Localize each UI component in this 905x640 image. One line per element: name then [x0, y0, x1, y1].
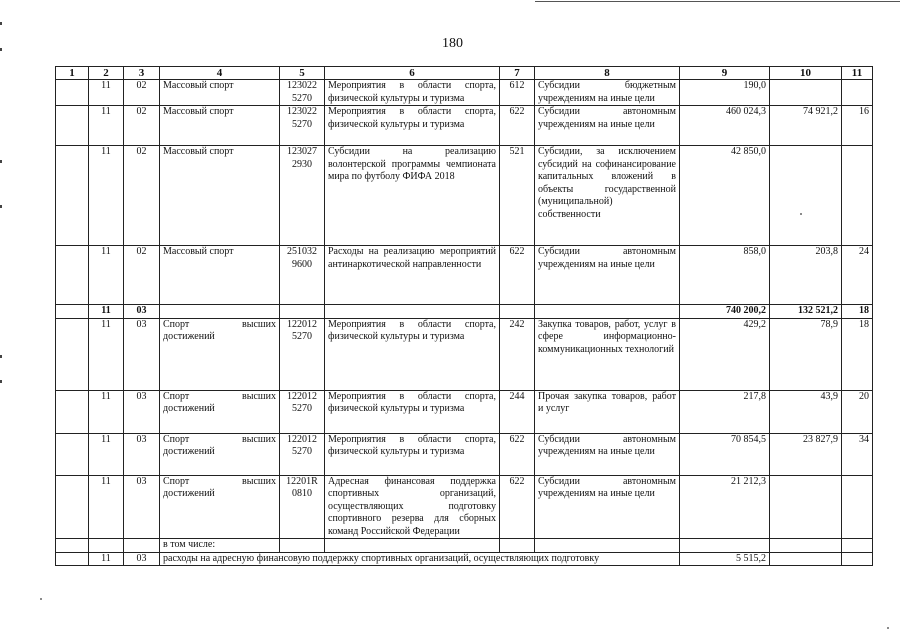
cell-subsection: 02	[124, 80, 160, 106]
cell-subsection: 03	[124, 390, 160, 433]
cell-executed	[770, 146, 842, 246]
cell-amount: 858,0	[680, 246, 770, 305]
cell-empty	[770, 539, 842, 553]
cell-amount: 429,2	[680, 318, 770, 390]
cell-executed: 203,8	[770, 246, 842, 305]
cell-target-code	[280, 305, 325, 319]
table-row	[56, 475, 873, 539]
cell-target-code: 123027 2930	[280, 146, 325, 246]
cell-target-code: 122012 5270	[280, 318, 325, 390]
cell-section: 11	[89, 390, 124, 433]
column-number-row	[56, 67, 873, 80]
cell-amount: 70 854,5	[680, 433, 770, 475]
col-header-5: 5	[280, 67, 325, 80]
col-header-10: 10	[770, 67, 842, 80]
scan-edge-mark	[0, 160, 2, 163]
cell-col1	[56, 305, 89, 319]
cell-expense-type: 612	[500, 80, 535, 106]
scan-edge-mark	[0, 205, 2, 208]
cell-amount: 5 515,2	[680, 552, 770, 566]
cell-subsection-name: Спорт высших достижений	[160, 475, 280, 539]
cell-expense-type-name: Закупка товаров, работ, услуг в сфере информационно-коммуникационных технологий	[535, 318, 680, 390]
cell-section: 11	[89, 305, 124, 319]
cell-percent: 16	[842, 106, 873, 146]
cell-col1	[56, 80, 89, 106]
cell-col1	[56, 475, 89, 539]
cell-expense-type: 622	[500, 475, 535, 539]
cell-col1	[56, 318, 89, 390]
cell-executed	[770, 475, 842, 539]
cell-subsection: 03	[124, 475, 160, 539]
cell-amount: 217,8	[680, 390, 770, 433]
cell-target-name: Мероприятия в области спорта, физической культуры и туризма	[325, 390, 500, 433]
cell-executed: 74 921,2	[770, 106, 842, 146]
cell-empty	[56, 539, 89, 553]
cell-executed: 132 521,2	[770, 305, 842, 319]
cell-expense-type-name: Субсидии автономным учреждениям на иные цели	[535, 433, 680, 475]
cell-percent: 24	[842, 246, 873, 305]
cell-target-code: 122012 5270	[280, 433, 325, 475]
scan-speck	[887, 627, 889, 629]
cell-empty	[56, 552, 89, 566]
cell-expense-type-name: Прочая закупка товаров, работ и услуг	[535, 390, 680, 433]
col-header-11: 11	[842, 67, 873, 80]
cell-expense-type: 622	[500, 106, 535, 146]
cell-expense-type	[500, 305, 535, 319]
col-header-7: 7	[500, 67, 535, 80]
cell-target-name: Расходы на реализацию мероприятий антинаркотической направленности	[325, 246, 500, 305]
cell-expense-type: 521	[500, 146, 535, 246]
cell-empty	[500, 539, 535, 553]
cell-target-name: Мероприятия в области спорта, физической культуры и туризма	[325, 318, 500, 390]
scan-speck	[40, 598, 42, 600]
cell-empty	[842, 552, 873, 566]
cell-percent: 20	[842, 390, 873, 433]
cell-percent: 18	[842, 318, 873, 390]
cell-section: 11	[89, 433, 124, 475]
cell-percent	[842, 146, 873, 246]
table-row	[56, 80, 873, 106]
cell-amount: 740 200,2	[680, 305, 770, 319]
cell-empty	[680, 539, 770, 553]
cell-section: 11	[89, 80, 124, 106]
cell-subsection: 03	[124, 305, 160, 319]
cell-amount: 21 212,3	[680, 475, 770, 539]
cell-section: 11	[89, 318, 124, 390]
cell-expense-type-name: Субсидии бюджетным учреждениям на иные цели	[535, 80, 680, 106]
cell-amount: 190,0	[680, 80, 770, 106]
cell-section: 11	[89, 146, 124, 246]
cell-expense-type-name: Субсидии, за исключением субсидий на софинансирование капитальных вложений в объекты государственной (муниципальной) собственности	[535, 146, 680, 246]
cell-target-name: Мероприятия в области спорта, физической культуры и туризма	[325, 106, 500, 146]
cell-empty	[842, 539, 873, 553]
cell-expense-description: расходы на адресную финансовую поддержку спортивных организаций, осуществляющих подготовку	[160, 552, 680, 566]
cell-empty	[535, 539, 680, 553]
cell-subsection-name	[160, 305, 280, 319]
cell-expense-type: 622	[500, 246, 535, 305]
scan-edge-top-line	[535, 1, 900, 2]
table-row	[56, 146, 873, 246]
cell-col1	[56, 246, 89, 305]
cell-subsection-name: Массовый спорт	[160, 106, 280, 146]
cell-amount: 42 850,0	[680, 146, 770, 246]
scan-edge-mark	[0, 355, 2, 358]
cell-empty	[280, 539, 325, 553]
cell-expense-type: 244	[500, 390, 535, 433]
cell-percent	[842, 475, 873, 539]
scan-edge-mark	[0, 22, 2, 25]
scan-edge-mark	[0, 380, 2, 383]
cell-target-code: 123022 5270	[280, 106, 325, 146]
cell-percent: 18	[842, 305, 873, 319]
table-row-partial	[56, 552, 873, 566]
cell-subsection: 02	[124, 106, 160, 146]
col-header-4: 4	[160, 67, 280, 80]
including-label: в том числе:	[160, 539, 280, 553]
cell-subsection: 03	[124, 552, 160, 566]
cell-subsection: 03	[124, 433, 160, 475]
col-header-2: 2	[89, 67, 124, 80]
cell-empty	[89, 539, 124, 553]
cell-expense-type-name	[535, 305, 680, 319]
cell-target-name: Субсидии на реализацию волонтерской программы чемпионата мира по футболу ФИФА 2018	[325, 146, 500, 246]
cell-executed	[770, 80, 842, 106]
table-row	[56, 106, 873, 146]
cell-subsection-name: Спорт высших достижений	[160, 318, 280, 390]
cell-col1	[56, 433, 89, 475]
cell-subsection-name: Массовый спорт	[160, 80, 280, 106]
cell-col1	[56, 390, 89, 433]
table-row	[56, 246, 873, 305]
cell-section: 11	[89, 106, 124, 146]
cell-amount: 460 024,3	[680, 106, 770, 146]
cell-target-code: 12201R 0810	[280, 475, 325, 539]
cell-section: 11	[89, 552, 124, 566]
cell-expense-type-name: Субсидии автономным учреждениям на иные цели	[535, 475, 680, 539]
col-header-8: 8	[535, 67, 680, 80]
cell-section: 11	[89, 475, 124, 539]
cell-subsection-name: Массовый спорт	[160, 146, 280, 246]
cell-empty	[770, 552, 842, 566]
cell-target-code: 123022 5270	[280, 80, 325, 106]
page-number: 180	[442, 36, 463, 51]
cell-col1	[56, 106, 89, 146]
cell-target-name: Мероприятия в области спорта, физической культуры и туризма	[325, 433, 500, 475]
table-row	[56, 390, 873, 433]
cell-subsection-name: Массовый спорт	[160, 246, 280, 305]
cell-expense-type-name: Субсидии автономным учреждениям на иные цели	[535, 246, 680, 305]
cell-subsection: 02	[124, 146, 160, 246]
subtotal-row	[56, 305, 873, 319]
cell-section: 11	[89, 246, 124, 305]
cell-target-name: Мероприятия в области спорта, физической культуры и туризма	[325, 80, 500, 106]
cell-executed: 43,9	[770, 390, 842, 433]
appropriations-table	[55, 66, 873, 566]
col-header-6: 6	[325, 67, 500, 80]
cell-subsection-name: Спорт высших достижений	[160, 390, 280, 433]
col-header-9: 9	[680, 67, 770, 80]
cell-empty	[124, 539, 160, 553]
cell-expense-type: 242	[500, 318, 535, 390]
cell-col1	[56, 146, 89, 246]
cell-percent	[842, 80, 873, 106]
cell-target-code: 251032 9600	[280, 246, 325, 305]
col-header-1: 1	[56, 67, 89, 80]
cell-expense-type: 622	[500, 433, 535, 475]
col-header-3: 3	[124, 67, 160, 80]
table-row	[56, 433, 873, 475]
cell-executed: 23 827,9	[770, 433, 842, 475]
cell-subsection-name: Спорт высших достижений	[160, 433, 280, 475]
cell-target-name: Адресная финансовая поддержка спортивных организаций, осуществляющих подготовку спортивного резерва для сборных команд Российской Федерации	[325, 475, 500, 539]
including-row	[56, 539, 873, 553]
cell-target-name	[325, 305, 500, 319]
cell-subsection: 02	[124, 246, 160, 305]
table-row	[56, 318, 873, 390]
cell-target-code: 122012 5270	[280, 390, 325, 433]
cell-executed: 78,9	[770, 318, 842, 390]
cell-expense-type-name: Субсидии автономным учреждениям на иные цели	[535, 106, 680, 146]
cell-subsection: 03	[124, 318, 160, 390]
cell-empty	[325, 539, 500, 553]
cell-percent: 34	[842, 433, 873, 475]
